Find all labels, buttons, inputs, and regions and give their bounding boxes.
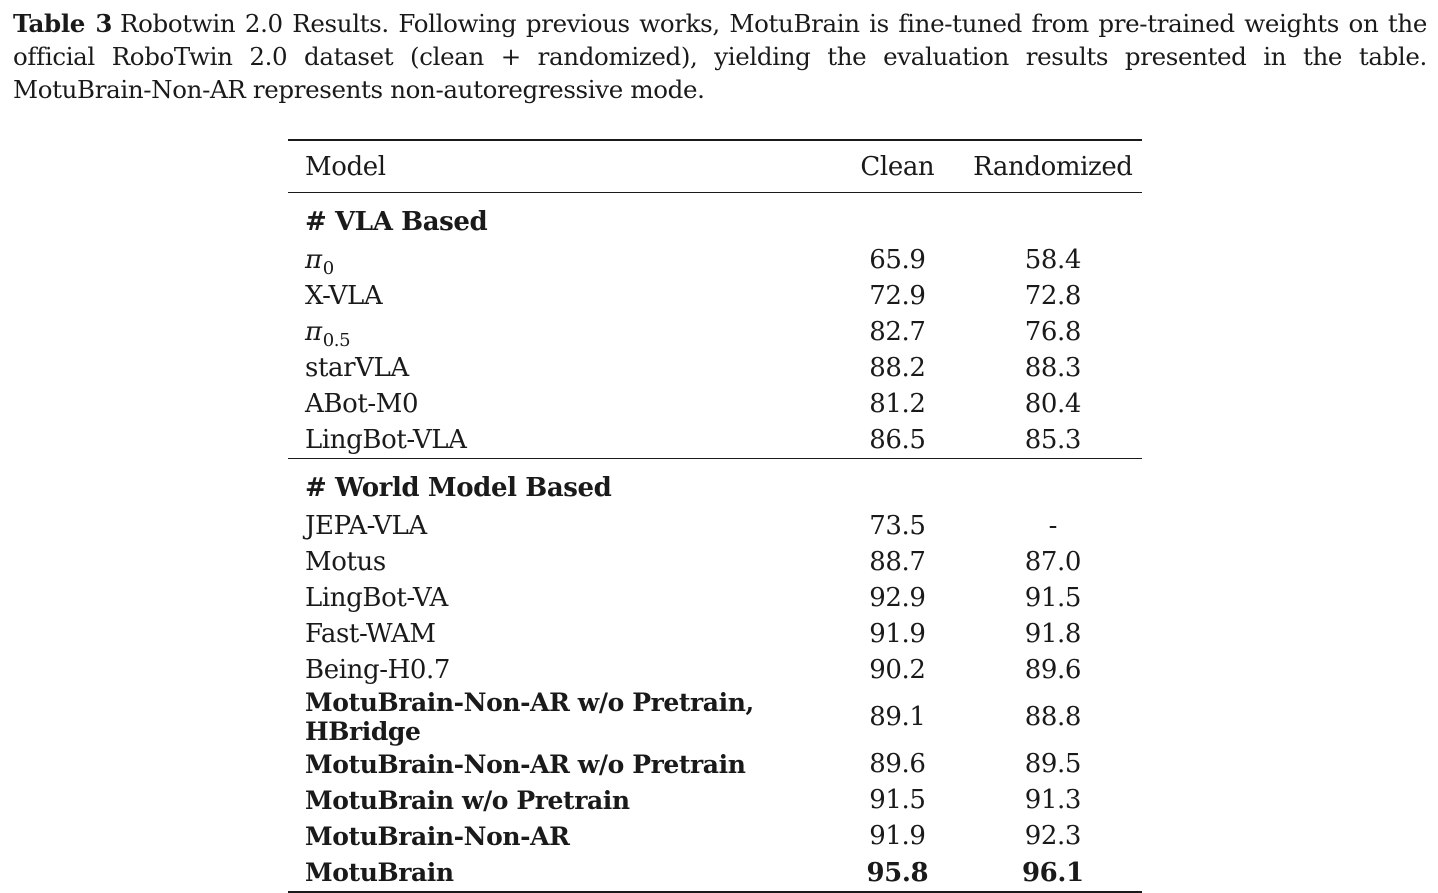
table-row — [288, 422, 1142, 459]
model-name: starVLA — [305, 353, 409, 383]
model-name: LingBot-VLA — [305, 425, 467, 455]
table-row — [288, 818, 1142, 854]
clean-score-best: 95.8 — [831, 854, 964, 892]
results-table — [288, 139, 1142, 893]
randomized-score: 92.3 — [1024, 821, 1081, 851]
clean-score: 91.5 — [869, 785, 926, 815]
randomized-score: 89.6 — [1024, 655, 1081, 685]
clean-score: 91.9 — [869, 821, 926, 851]
randomized-score: - — [1048, 511, 1058, 541]
clean-score: 72.9 — [869, 281, 926, 311]
randomized-score: 85.3 — [1024, 425, 1081, 455]
table-row — [288, 782, 1142, 818]
clean-score: 73.5 — [869, 511, 926, 541]
model-subscript: 0.5 — [322, 330, 351, 351]
model-symbol: π — [305, 317, 322, 347]
table-caption — [13, 7, 1427, 106]
model-name: MotuBrain w/o Pretrain — [305, 785, 630, 815]
results-table-container — [288, 139, 1142, 893]
column-header-model: Model — [305, 151, 386, 182]
section-title: # VLA Based — [305, 207, 488, 237]
model-name: ABot-M0 — [305, 389, 419, 419]
clean-score: 86.5 — [869, 425, 926, 455]
randomized-score: 76.8 — [1024, 317, 1081, 347]
model-name: Fast-WAM — [305, 619, 436, 649]
randomized-score: 88.3 — [1024, 353, 1081, 383]
randomized-score: 87.0 — [1024, 547, 1081, 577]
clean-score: 89.6 — [869, 749, 926, 779]
model-name: LingBot-VA — [305, 583, 448, 613]
model-name: X-VLA — [305, 281, 383, 311]
model-name: MotuBrain-Non-AR — [305, 821, 570, 851]
table-row — [288, 386, 1142, 422]
clean-score: 88.2 — [869, 353, 926, 383]
table-row — [288, 278, 1142, 314]
clean-score: 91.9 — [869, 619, 926, 649]
model-name: JEPA-VLA — [305, 511, 427, 541]
clean-score: 82.7 — [869, 317, 926, 347]
model-name: Motus — [305, 547, 386, 577]
table-row — [288, 652, 1142, 688]
randomized-score: 72.8 — [1024, 281, 1081, 311]
clean-score: 92.9 — [869, 583, 926, 613]
section-header-vla — [288, 193, 1142, 243]
model-symbol: π — [305, 245, 322, 275]
table-row — [288, 242, 1142, 278]
randomized-score: 80.4 — [1024, 389, 1081, 419]
clean-score: 90.2 — [869, 655, 926, 685]
table-row-best — [288, 854, 1142, 892]
table-row — [288, 544, 1142, 580]
clean-score: 81.2 — [869, 389, 926, 419]
table-row — [288, 350, 1142, 386]
randomized-score: 91.3 — [1024, 785, 1081, 815]
model-name — [288, 314, 831, 350]
table-header-row — [288, 140, 1142, 193]
table-row — [288, 616, 1142, 652]
caption-text: Robotwin 2.0 Results. Following previous works, MotuBrain is fine-tuned from pre-trained weights on the official RoboTwin 2.0 dataset (clean + randomized), yielding the evaluation results presented in the table. MotuBrain-Non-AR represents non-autoregressive mode. — [13, 9, 1427, 104]
table-row — [288, 508, 1142, 544]
randomized-score: 58.4 — [1024, 245, 1081, 275]
model-name: Being-H0.7 — [305, 655, 451, 685]
section-title: # World Model Based — [305, 473, 612, 503]
model-name: MotuBrain-Non-AR w/o Pretrain — [305, 749, 746, 779]
model-name: MotuBrain — [288, 854, 831, 892]
table-row — [288, 688, 1142, 746]
clean-score: 88.7 — [869, 547, 926, 577]
table-row — [288, 746, 1142, 782]
randomized-score-best: 96.1 — [964, 854, 1142, 892]
randomized-score: 88.8 — [1024, 702, 1081, 732]
model-name: MotuBrain-Non-AR w/o Pretrain, HBridge — [305, 688, 754, 746]
clean-score: 65.9 — [869, 245, 926, 275]
section-header-world-model — [288, 459, 1142, 508]
model-subscript: 0 — [322, 258, 334, 279]
column-header-clean: Clean — [860, 151, 935, 182]
randomized-score: 91.8 — [1024, 619, 1081, 649]
randomized-score: 89.5 — [1024, 749, 1081, 779]
table-row — [288, 314, 1142, 350]
column-header-randomized: Randomized — [973, 151, 1133, 182]
model-name — [288, 242, 831, 278]
randomized-score: 91.5 — [1024, 583, 1081, 613]
table-row — [288, 580, 1142, 616]
clean-score: 89.1 — [869, 702, 926, 732]
caption-label: Table 3 — [13, 9, 113, 38]
